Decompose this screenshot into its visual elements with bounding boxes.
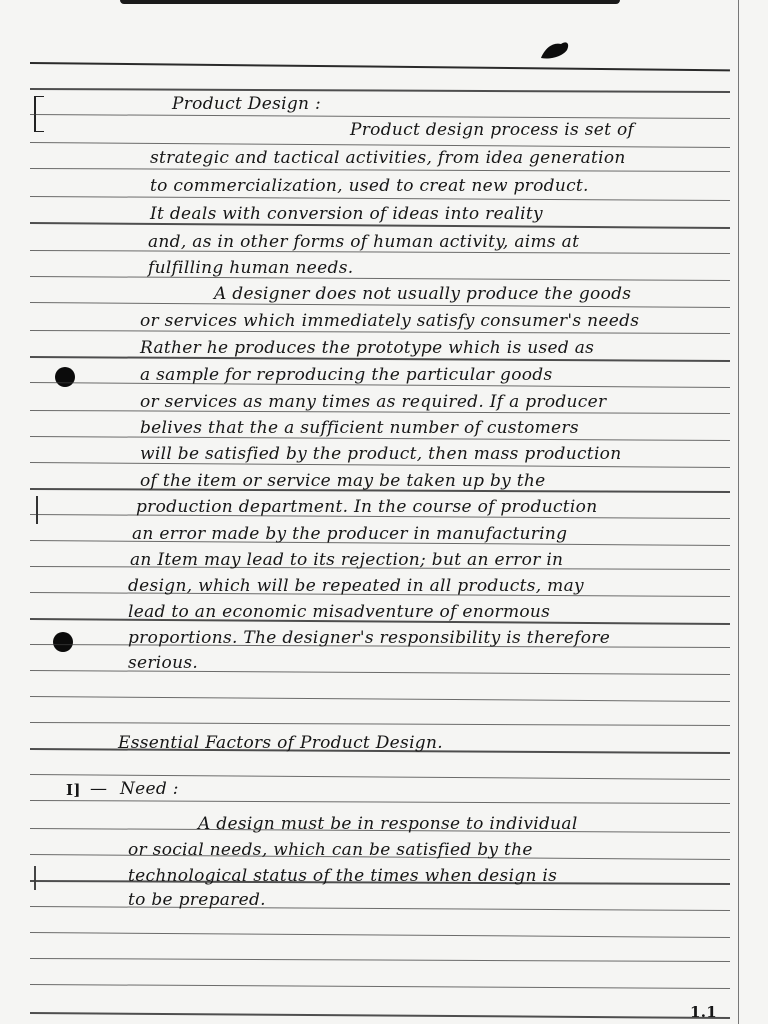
paragraph-2-line-14: proportions. The designer's responsibility is therefore: [128, 628, 611, 648]
ruled-line: [30, 114, 730, 119]
ink-blot-icon: [539, 38, 571, 62]
paragraph-2-line-4: a sample for reproducing the particular goods: [140, 365, 553, 385]
factor-dash: —: [90, 779, 108, 799]
factor-name: Need :: [120, 779, 179, 799]
paragraph-2-line-5: or services as many times as required. If a producer: [140, 392, 607, 412]
factor-line-4: to be prepared.: [128, 890, 266, 910]
ruled-line: [30, 800, 730, 804]
punch-hole: [55, 367, 75, 387]
ruled-line: [30, 276, 730, 281]
paragraph-1-line-5: and, as in other forms of human activity, aims at: [148, 232, 580, 252]
paragraph-1-line-2: strategic and tactical activities, from idea generation: [150, 148, 626, 168]
paragraph-1-line-4: It deals with conversion of ideas into reality: [150, 204, 543, 224]
ruled-line: [30, 88, 730, 93]
punch-hole: [53, 632, 73, 652]
right-margin-line: [738, 0, 739, 1024]
paragraph-2-line-3: Rather he produces the prototype which is used as: [140, 338, 595, 358]
top-rule: [30, 62, 730, 71]
ruled-line: [30, 168, 730, 172]
paragraph-2-line-10: an error made by the producer in manufacturing: [132, 524, 568, 544]
paragraph-2-line-8: of the item or service may be taken up by the: [140, 471, 546, 491]
factor-number: I]: [66, 781, 81, 799]
ruled-line: [30, 958, 730, 962]
factor-line-2: or social needs, which can be satisfied by the: [128, 840, 533, 860]
paragraph-2-line-2: or services which immediately satisfy consumer's needs: [140, 311, 640, 331]
paragraph-1-line-3: to commercialization, used to creat new product.: [150, 176, 589, 196]
paragraph-2-line-6: belives that the a sufficient number of customers: [140, 418, 579, 438]
page-title: Product Design :: [172, 94, 322, 114]
factor-line-1: A design must be in response to individual: [198, 814, 578, 834]
paragraph-2-line-9: production department. In the course of production: [136, 497, 598, 517]
paragraph-2-line-15: serious.: [128, 653, 199, 673]
page-number: 1.1: [690, 1003, 717, 1021]
paragraph-2-line-12: design, which will be repeated in all products, may: [128, 576, 584, 596]
paragraph-1-line-6: fulfilling human needs.: [148, 258, 354, 278]
margin-tick-mark: [34, 866, 36, 890]
factor-line-3: technological status of the times when design is: [128, 866, 558, 886]
ruled-line: [30, 984, 730, 989]
ruled-line: [30, 696, 730, 702]
paragraph-2-line-7: will be satisfied by the product, then mass production: [140, 444, 622, 464]
ruled-line: [30, 932, 730, 938]
paragraph-2-line-1: A designer does not usually produce the goods: [214, 284, 632, 304]
paragraph-2-line-13: lead to an economic misadventure of enormous: [128, 602, 551, 622]
ruled-line: [30, 722, 730, 726]
paragraph-1-line-1: Product design process is set of: [350, 120, 635, 140]
ruled-line: [30, 1012, 730, 1019]
section-heading: Essential Factors of Product Design.: [118, 733, 443, 753]
ruled-line: [30, 196, 730, 201]
paragraph-2-line-11: an Item may lead to its rejection; but an error in: [130, 550, 564, 570]
page-top-edge: [120, 0, 620, 4]
margin-tick-mark: [36, 496, 38, 524]
